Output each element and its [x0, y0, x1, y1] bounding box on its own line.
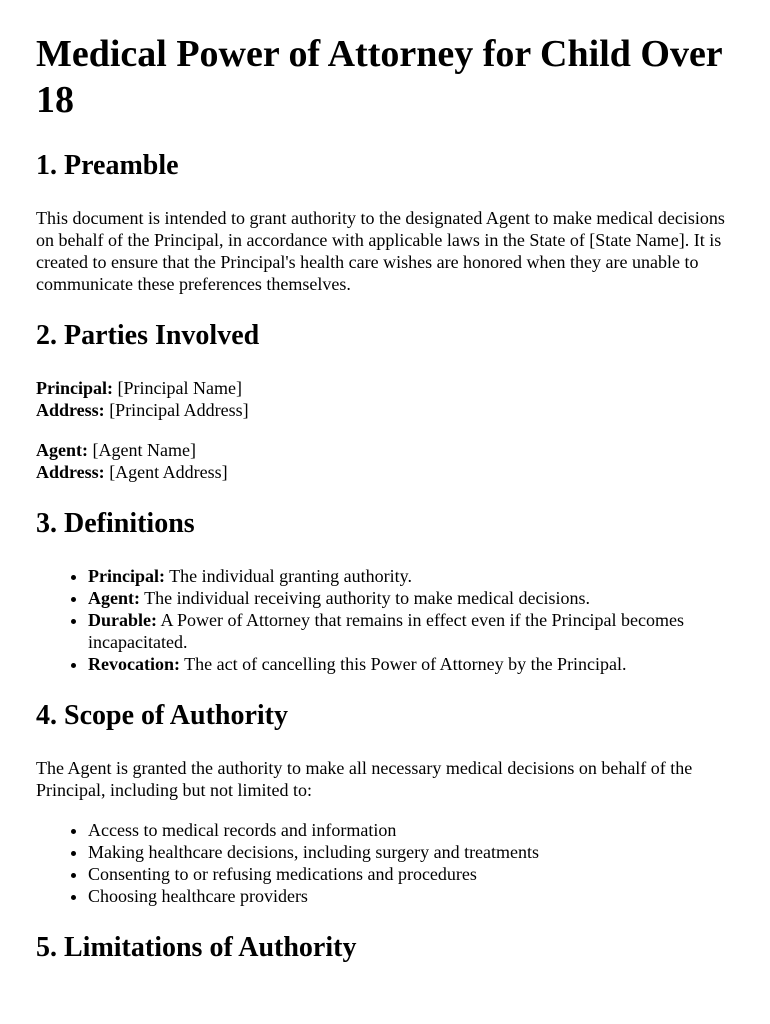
principal-address-value: [Principal Address]	[104, 400, 249, 420]
agent-address-label: Address:	[36, 462, 105, 482]
principal-address-line	[36, 399, 734, 421]
scope-item: • Consenting to or refusing medications and procedures	[88, 863, 734, 885]
section-definitions	[36, 507, 734, 675]
agent-name-value: [Agent Name]	[88, 440, 196, 460]
principal-name-label: Principal:	[36, 378, 113, 398]
scope-item: • Choosing healthcare providers	[88, 885, 734, 907]
principal-name-value: [Principal Name]	[113, 378, 242, 398]
definition-text: The act of cancelling this Power of Attorney by the Principal.	[179, 654, 627, 674]
principal-block	[36, 377, 734, 421]
preamble-text: This document is intended to grant authority to the designated Agent to make medical decisions on behalf of the Principal, in accordance with applicable laws in the State of [State Name]. It is created to ensure that the Principal's health care wishes are honored when they are unable to communicate these preferences themselves.	[36, 208, 725, 294]
definition-item	[88, 653, 734, 675]
definition-item	[88, 609, 734, 653]
definition-term: Agent:	[88, 588, 140, 608]
agent-name-line	[36, 439, 734, 461]
section-heading-preamble: 1. Preamble	[36, 150, 179, 181]
document-title: Medical Power of Attorney for Child Over 18	[36, 33, 722, 121]
definition-item	[88, 587, 734, 609]
definition-text: The individual receiving authority to make medical decisions.	[140, 588, 591, 608]
scope-item: • Making healthcare decisions, including surgery and treatments	[88, 841, 734, 863]
scope-list	[36, 819, 734, 907]
principal-address-label: Address:	[36, 400, 105, 420]
definition-text: A Power of Attorney that remains in effect even if the Principal becomes incapacitated.	[88, 610, 685, 652]
agent-address-value: [Agent Address]	[104, 462, 228, 482]
section-heading-limitations: 5. Limitations of Authority	[36, 932, 357, 963]
section-heading-scope: 4. Scope of Authority	[36, 700, 288, 731]
definition-term: Durable:	[88, 610, 157, 630]
section-parties	[36, 319, 734, 483]
section-scope	[36, 699, 734, 907]
agent-address-line	[36, 461, 734, 483]
agent-block	[36, 439, 734, 483]
section-heading-parties: 2. Parties Involved	[36, 320, 260, 351]
definition-text: The individual granting authority.	[165, 566, 412, 586]
section-heading-definitions: 3. Definitions	[36, 508, 195, 539]
section-preamble	[36, 149, 734, 295]
scope-intro-text: The Agent is granted the authority to make all necessary medical decisions on behalf of the Principal, including but not limited to:	[36, 758, 693, 800]
scope-item: • Access to medical records and information	[88, 819, 734, 841]
definition-term: Revocation:	[88, 654, 180, 674]
definition-term: Principal:	[88, 566, 165, 586]
agent-name-label: Agent:	[36, 440, 88, 460]
section-limitations	[36, 931, 734, 965]
definitions-list	[36, 565, 734, 675]
definition-item	[88, 565, 734, 587]
principal-name-line	[36, 377, 734, 399]
